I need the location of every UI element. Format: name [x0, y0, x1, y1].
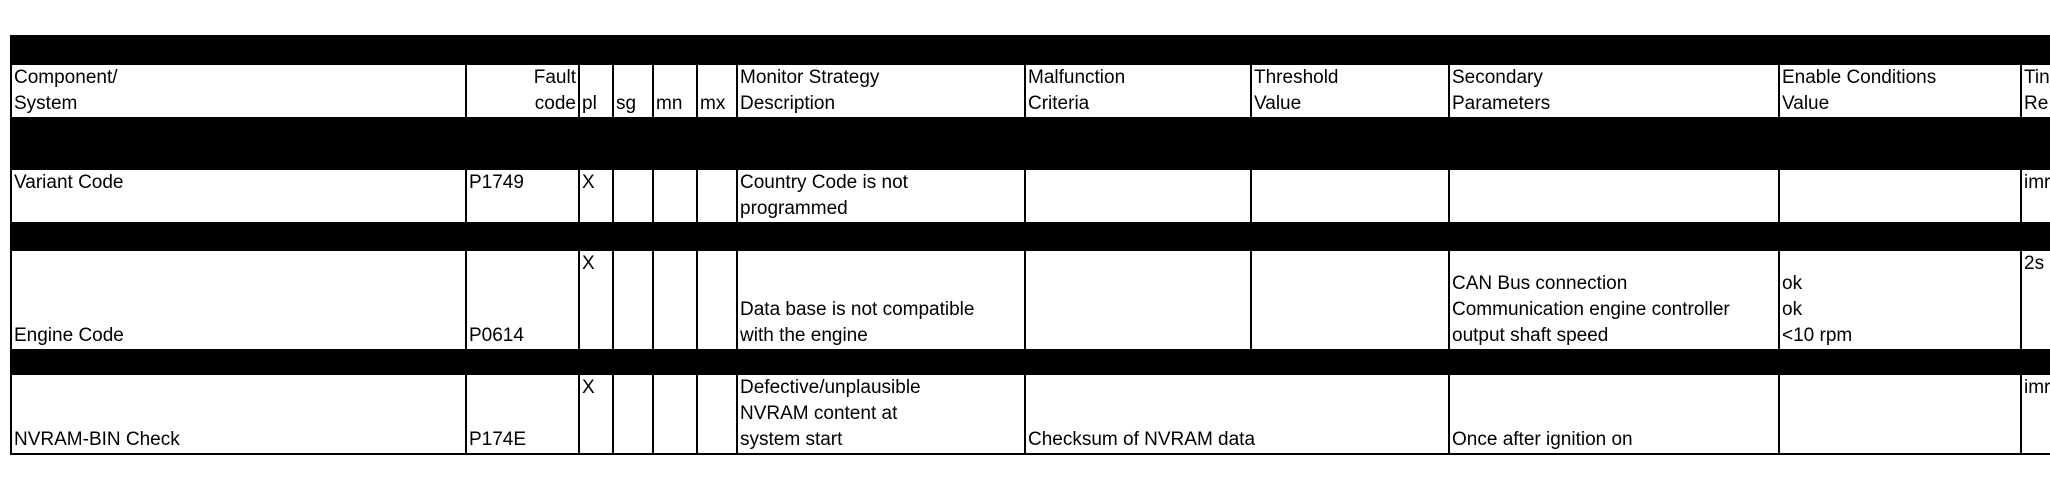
description-cell: Defective/unplausible NVRAM content at system start: [737, 374, 1025, 454]
enable-cell: [1779, 374, 2021, 454]
header-malfunction-criteria: Malfunction Criteria: [1025, 64, 1251, 118]
secondary-cell: [1449, 169, 1779, 223]
header-row: [11, 64, 2050, 118]
table-row: [11, 169, 2050, 223]
header-component-system: Component/ System: [11, 64, 466, 118]
fault-code-cell: P174E: [466, 374, 579, 454]
row-separator: [11, 350, 2050, 374]
sg-cell: [613, 250, 653, 350]
mn-cell: [653, 250, 697, 350]
table-row: [11, 374, 2050, 454]
header-fault-code: Fault code: [466, 64, 579, 118]
component-cell: Engine Code: [11, 250, 466, 350]
table-row: [11, 250, 2050, 350]
fault-code-cell: P1749: [466, 169, 579, 223]
header-time-required: Tin Re: [2021, 64, 2050, 118]
diagnostic-monitor-table: [10, 35, 2050, 455]
pl-cell: X: [579, 374, 613, 454]
enable-cell: ok ok <10 rpm: [1779, 250, 2021, 350]
malfunction-cell: Checksum of NVRAM data: [1025, 374, 1449, 454]
description-cell: Data base is not compatible with the engine: [737, 250, 1025, 350]
row-separator: [11, 223, 2050, 250]
header-threshold-value: Threshold Value: [1251, 64, 1449, 118]
threshold-cell: [1251, 169, 1449, 223]
header-mx: mx: [697, 64, 737, 118]
pl-cell: X: [579, 250, 613, 350]
malfunction-cell: [1025, 250, 1251, 350]
title-bar: [11, 36, 2050, 64]
component-cell: Variant Code: [11, 169, 466, 223]
sg-cell: [613, 169, 653, 223]
mn-cell: [653, 374, 697, 454]
enable-cell: [1779, 169, 2021, 223]
secondary-cell: CAN Bus connection Communication engine controller output shaft speed: [1449, 250, 1779, 350]
header-sg: sg: [613, 64, 653, 118]
sg-cell: [613, 374, 653, 454]
time-cell: imr: [2021, 374, 2050, 454]
malfunction-cell: [1025, 169, 1251, 223]
component-cell: NVRAM-BIN Check: [11, 374, 466, 454]
header-mn: mn: [653, 64, 697, 118]
header-monitor-strategy: Monitor Strategy Description: [737, 64, 1025, 118]
time-cell: 2s: [2021, 250, 2050, 350]
header-pl: pl: [579, 64, 613, 118]
time-cell: imr: [2021, 169, 2050, 223]
header-enable-conditions: Enable Conditions Value: [1779, 64, 2021, 118]
section-separator: [11, 118, 2050, 169]
description-cell: Country Code is not programmed: [737, 169, 1025, 223]
mx-cell: [697, 169, 737, 223]
pl-cell: X: [579, 169, 613, 223]
secondary-cell: Once after ignition on: [1449, 374, 1779, 454]
threshold-cell: [1251, 250, 1449, 350]
mn-cell: [653, 169, 697, 223]
mx-cell: [697, 250, 737, 350]
fault-code-cell: P0614: [466, 250, 579, 350]
mx-cell: [697, 374, 737, 454]
header-secondary-parameters: Secondary Parameters: [1449, 64, 1779, 118]
